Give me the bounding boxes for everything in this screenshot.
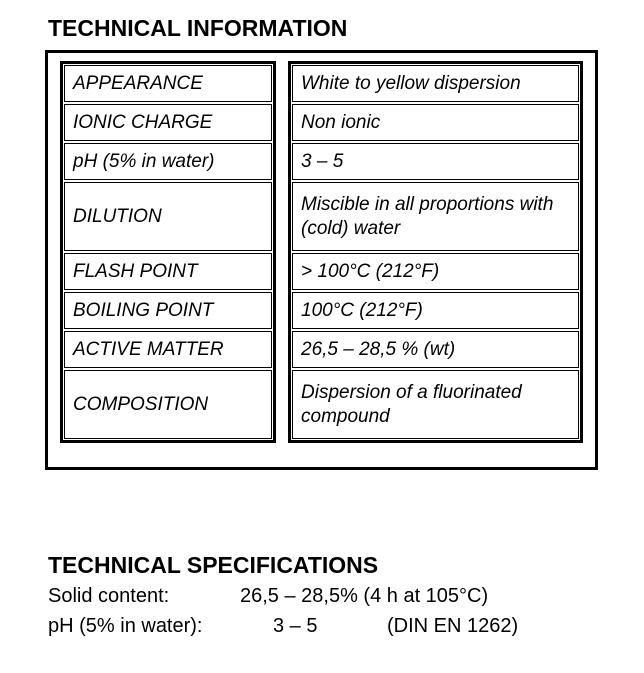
label-cell: IONIC CHARGE: [64, 104, 272, 141]
table-value-column: [288, 61, 583, 443]
label-cell: ACTIVE MATTER: [64, 331, 272, 368]
value-cell: 3 – 5: [292, 143, 579, 180]
technical-information-title: TECHNICAL INFORMATION: [48, 15, 348, 41]
spec-label: pH (5% in water):: [48, 615, 203, 637]
value-cell: > 100°C (212°F): [292, 253, 579, 290]
spec-label: Solid content:: [48, 585, 170, 607]
value-cell: Miscible in all proportions with (cold) water: [292, 182, 579, 251]
label-cell: pH (5% in water): [64, 143, 272, 180]
value-cell: White to yellow dispersion: [292, 65, 579, 102]
label-cell: BOILING POINT: [64, 292, 272, 329]
technical-specifications-title: TECHNICAL SPECIFICATIONS: [48, 552, 379, 578]
label-cell: APPEARANCE: [64, 65, 272, 102]
technical-specifications-section: [48, 551, 644, 641]
spec-value: 3 – 5: [273, 615, 318, 637]
label-cell: COMPOSITION: [64, 370, 272, 439]
table-label-column: [60, 61, 276, 443]
label-cell: DILUTION: [64, 182, 272, 251]
spec-line-solid-content: [48, 581, 644, 611]
technical-information-table: [45, 50, 598, 470]
value-cell: Dispersion of a fluorinated compound: [292, 370, 579, 439]
value-cell: 100°C (212°F): [292, 292, 579, 329]
spec-line-ph: [48, 611, 644, 641]
spec-note: (DIN EN 1262): [387, 615, 519, 637]
value-cell: Non ionic: [292, 104, 579, 141]
value-cell: 26,5 – 28,5 % (wt): [292, 331, 579, 368]
spec-value: 26,5 – 28,5% (4 h at 105°C): [240, 585, 489, 607]
label-cell: FLASH POINT: [64, 253, 272, 290]
